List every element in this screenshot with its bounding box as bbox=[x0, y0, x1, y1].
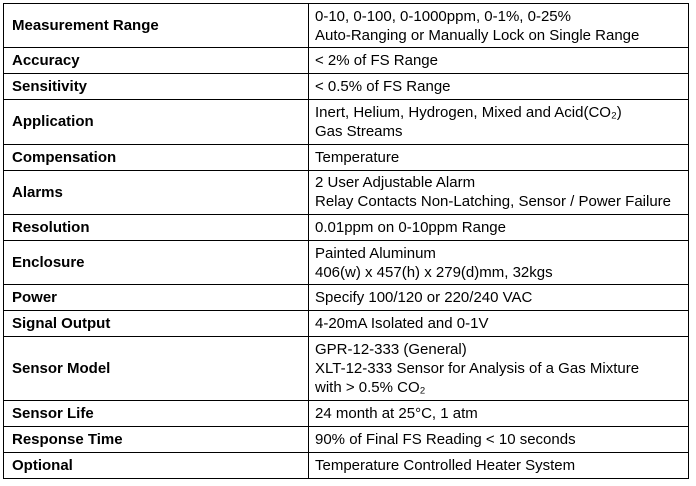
spec-value-line: 24 month at 25°C, 1 atm bbox=[315, 404, 478, 422]
spec-value-line: Auto-Ranging or Manually Lock on Single Range bbox=[315, 26, 640, 44]
spec-label: Signal Output bbox=[4, 311, 309, 337]
spec-label: Response Time bbox=[4, 426, 309, 452]
spec-value-line: 406(w) x 457(h) x 279(d)mm, 32kgs bbox=[315, 263, 553, 281]
spec-value-line: 2 User Adjustable Alarm bbox=[315, 174, 476, 192]
spec-row bbox=[4, 452, 689, 478]
spec-value-line: GPR-12-333 (General) bbox=[315, 340, 467, 358]
spec-value-line: < 0.5% of FS Range bbox=[315, 78, 451, 96]
spec-table-body bbox=[4, 4, 689, 479]
spec-value bbox=[309, 452, 689, 478]
spec-value bbox=[309, 170, 689, 214]
spec-row bbox=[4, 170, 689, 214]
spec-value-line: 90% of Final FS Reading < 10 seconds bbox=[315, 430, 576, 448]
spec-value-line: XLT-12-333 Sensor for Analysis of a Gas Mixture bbox=[315, 359, 640, 377]
spec-value-line: < 2% of FS Range bbox=[315, 52, 438, 70]
spec-row bbox=[4, 240, 689, 284]
spec-label: Accuracy bbox=[4, 48, 309, 74]
spec-value bbox=[309, 426, 689, 452]
spec-value-line: Temperature bbox=[315, 148, 400, 166]
spec-value-line: Specify 100/120 or 220/240 VAC bbox=[315, 289, 533, 307]
spec-row bbox=[4, 74, 689, 100]
spec-row bbox=[4, 100, 689, 144]
spec-label: Sensor Life bbox=[4, 400, 309, 426]
spec-value-line: Gas Streams bbox=[315, 122, 403, 140]
spec-row bbox=[4, 426, 689, 452]
spec-label: Resolution bbox=[4, 214, 309, 240]
spec-value-line: 0.01ppm on 0-10ppm Range bbox=[315, 218, 506, 236]
spec-label: Sensor Model bbox=[4, 337, 309, 400]
spec-row bbox=[4, 285, 689, 311]
spec-value bbox=[309, 337, 689, 400]
spec-label: Sensitivity bbox=[4, 74, 309, 100]
spec-label: Compensation bbox=[4, 144, 309, 170]
spec-label: Enclosure bbox=[4, 240, 309, 284]
spec-label: Power bbox=[4, 285, 309, 311]
spec-label: Alarms bbox=[4, 170, 309, 214]
spec-value bbox=[309, 240, 689, 284]
spec-row bbox=[4, 337, 689, 400]
spec-value bbox=[309, 144, 689, 170]
spec-label: Measurement Range bbox=[4, 4, 309, 48]
spec-row bbox=[4, 4, 689, 48]
spec-value bbox=[309, 4, 689, 48]
spec-value bbox=[309, 214, 689, 240]
spec-value bbox=[309, 400, 689, 426]
spec-value bbox=[309, 48, 689, 74]
spec-label: Application bbox=[4, 100, 309, 144]
spec-table bbox=[3, 3, 689, 479]
spec-row bbox=[4, 400, 689, 426]
spec-value-line: Relay Contacts Non-Latching, Sensor / Power Failure bbox=[315, 193, 672, 211]
spec-value-line: 4-20mA Isolated and 0-1V bbox=[315, 315, 489, 333]
spec-value-line: with > 0.5% CO₂ bbox=[315, 378, 426, 396]
spec-value-line: Inert, Helium, Hydrogen, Mixed and Acid(CO₂) bbox=[315, 103, 622, 121]
spec-value bbox=[309, 100, 689, 144]
spec-value-line: Painted Aluminum bbox=[315, 244, 436, 262]
spec-value bbox=[309, 74, 689, 100]
spec-label: Optional bbox=[4, 452, 309, 478]
spec-value bbox=[309, 311, 689, 337]
spec-row bbox=[4, 214, 689, 240]
spec-value bbox=[309, 285, 689, 311]
spec-row bbox=[4, 144, 689, 170]
spec-value-line: 0-10, 0-100, 0-1000ppm, 0-1%, 0-25% bbox=[315, 7, 571, 25]
spec-row bbox=[4, 311, 689, 337]
spec-row bbox=[4, 48, 689, 74]
spec-value-line: Temperature Controlled Heater System bbox=[315, 456, 576, 474]
